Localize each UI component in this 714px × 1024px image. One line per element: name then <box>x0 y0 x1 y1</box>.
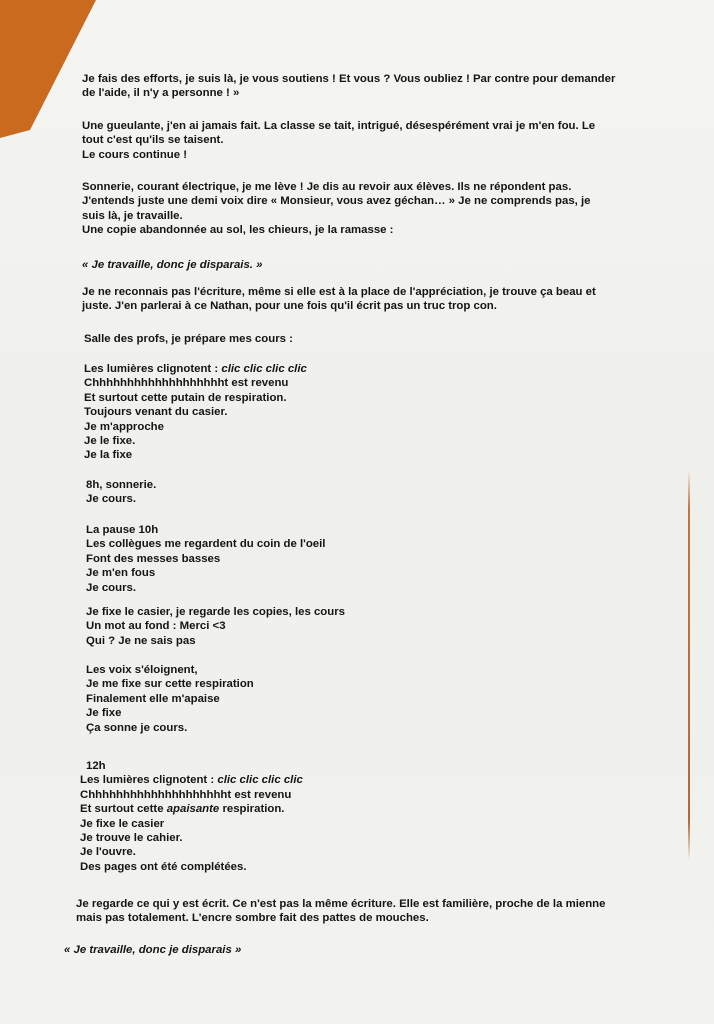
text-line: Je fixe le casier <box>80 817 165 830</box>
paragraph-5 <box>82 285 596 314</box>
text-line: Salle des profs, je prépare mes cours : <box>84 333 293 345</box>
text-line: Je fixe le casier, je regarde les copies, les cours <box>86 606 345 618</box>
paragraph-13 <box>76 897 605 926</box>
text-line: Les voix s'éloignent, <box>86 664 198 676</box>
text-line: J'entends juste une demi voix dire « Monsieur, vous avez géchan… » Je ne comprends pas, je <box>82 195 591 208</box>
text-line: Finalement elle m'apaise <box>86 692 220 705</box>
text-line: Les lumières clignotent : clic clic clic clic <box>84 363 307 375</box>
text-line: Je regarde ce qui y est écrit. Ce n'est pas la même écriture. Elle est familière, proche de la mienne <box>76 898 606 910</box>
text-line: 8h, sonnerie. <box>86 479 157 491</box>
text-line: Je m'approche <box>84 420 164 433</box>
text-line: Je fais des efforts, je suis là, je vous soutiens ! Et vous ? Vous oubliez ! Par contre pour demander <box>82 73 616 85</box>
text-line: Une copie abandonnée au sol, les chieurs, je la ramasse : <box>82 224 394 237</box>
text-line: Je l'ouvre. <box>80 846 136 859</box>
stanza-2 <box>86 478 156 507</box>
text-line: suis là, je travaille. <box>82 209 183 222</box>
text-line: Je ne reconnais pas l'écriture, même si elle est à la place de l'appréciation, je trouve ça beau et <box>82 286 596 298</box>
text-line: Font des messes basses <box>86 552 221 565</box>
text-line: Qui ? Je ne sais pas <box>86 634 196 647</box>
quote-1 <box>82 258 262 272</box>
text-line: Les lumières clignotent : clic clic clic clic <box>80 774 303 787</box>
page-edge-line <box>688 470 690 860</box>
text-line: tout c'est qu'ils se taisent. <box>82 134 224 147</box>
text-line: Je me fixe sur cette respiration <box>86 678 254 691</box>
text-line: Sonnerie, courant électrique, je me lève ! Je dis au revoir aux élèves. Ils ne répondent pas. <box>82 181 572 193</box>
stanza-6 <box>80 759 303 874</box>
text-line: Des pages ont été complétées. <box>80 860 247 873</box>
text-line: Le cours continue ! <box>82 148 188 161</box>
quote-2 <box>64 943 241 957</box>
text-line: Et surtout cette putain de respiration. <box>84 391 287 404</box>
paragraph-3 <box>82 180 591 238</box>
text-line: Je cours. <box>86 493 137 506</box>
stanza-1 <box>84 362 307 463</box>
paragraph-6 <box>84 332 293 346</box>
text-line: Chhhhhhhhhhhhhhhhhhht est revenu <box>84 377 289 390</box>
text-line: Les collègues me regardent du coin de l'oeil <box>86 538 326 551</box>
text-line: Je le fixe. <box>84 435 136 448</box>
text-line: Chhhhhhhhhhhhhhhhhhhht est revenu <box>80 788 292 801</box>
text-line: Je m'en fous <box>86 567 156 580</box>
stanza-5 <box>86 663 254 735</box>
text-line: Je fixe <box>86 707 122 720</box>
text-line: de l'aide, il n'y a personne ! » <box>82 87 240 100</box>
text-line: La pause 10h <box>86 524 159 536</box>
stanza-3 <box>86 523 325 595</box>
text-line: Ça sonne je cours. <box>86 721 188 734</box>
paragraph-2 <box>82 119 595 162</box>
text-line: juste. J'en parlerai à ce Nathan, pour une fois qu'il écrit pas un truc trop con. <box>82 300 497 313</box>
text-line: Je cours. <box>86 581 137 594</box>
text-line: « Je travaille, donc je disparais » <box>64 944 242 956</box>
stanza-4 <box>86 605 345 648</box>
text-line: Je la fixe <box>84 449 133 462</box>
text-line: Et surtout cette apaisante respiration. <box>80 803 285 816</box>
text-line: Je trouve le cahier. <box>80 832 183 845</box>
paragraph-1 <box>82 72 615 101</box>
text-line: « Je travaille, donc je disparais. » <box>82 259 263 271</box>
text-line: 12h <box>86 760 106 772</box>
text-line: Un mot au fond : Merci <3 <box>86 620 226 633</box>
text-line: Une gueulante, j'en ai jamais fait. La classe se tait, intrigué, désespérément vrai je m'en fou. Le <box>82 120 596 132</box>
text-line: Toujours venant du casier. <box>84 406 228 419</box>
text-line: mais pas totalement. L'encre sombre fait des pattes de mouches. <box>76 912 429 925</box>
